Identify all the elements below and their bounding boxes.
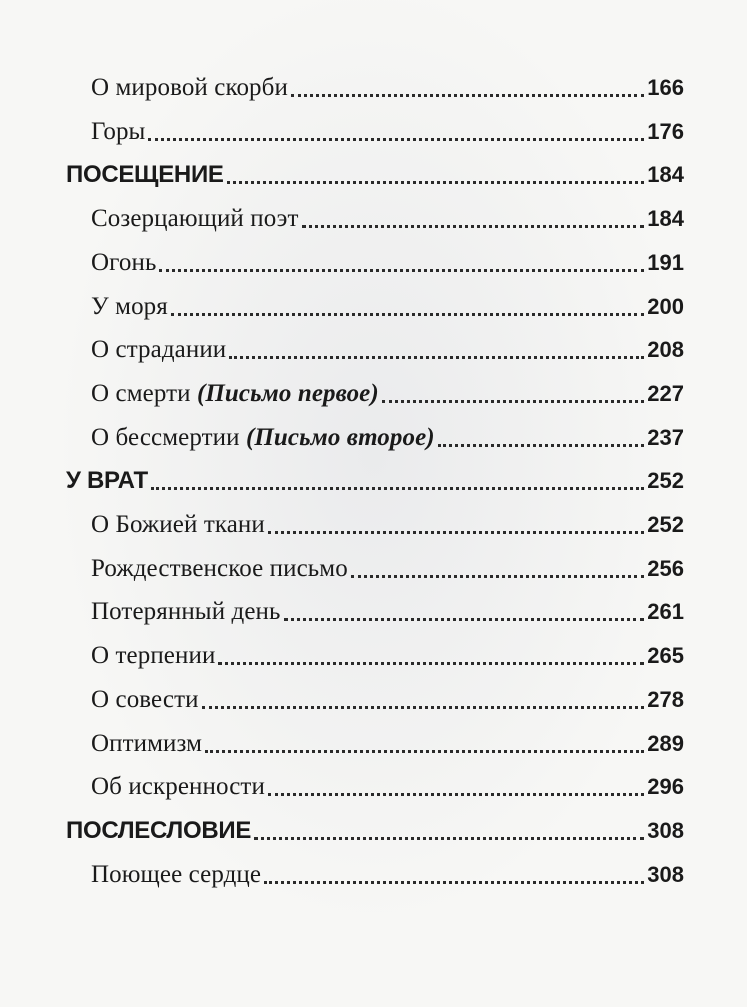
toc-entry-row bbox=[91, 849, 684, 893]
entry-title bbox=[91, 861, 261, 893]
page-number: 278 bbox=[647, 687, 684, 712]
section-title bbox=[66, 161, 224, 193]
toc-entry-row bbox=[91, 718, 684, 762]
page-number: 308 bbox=[647, 818, 684, 843]
title-text: У ВРАТ bbox=[66, 467, 148, 494]
dot-leader bbox=[151, 487, 644, 490]
dot-leader bbox=[438, 444, 645, 447]
page-number: 208 bbox=[647, 337, 684, 362]
toc-entry-row bbox=[91, 761, 684, 805]
toc-entry-row bbox=[91, 368, 684, 412]
page-number: 176 bbox=[647, 119, 684, 144]
page-number: 191 bbox=[647, 250, 684, 275]
entry-title bbox=[91, 205, 299, 237]
entry-title bbox=[91, 642, 215, 674]
section-title bbox=[66, 817, 251, 849]
dot-leader bbox=[268, 793, 644, 796]
title-text: О смерти bbox=[91, 380, 197, 407]
entry-title bbox=[91, 74, 288, 106]
toc-section-row bbox=[66, 455, 684, 499]
entry-title bbox=[91, 293, 168, 325]
toc-entry-row bbox=[91, 324, 684, 368]
page-number: 265 bbox=[647, 643, 684, 668]
entry-title bbox=[91, 249, 156, 281]
title-text: ПОСЛЕСЛОВИЕ bbox=[66, 817, 252, 844]
title-text: О страдании bbox=[91, 336, 227, 363]
entry-title bbox=[91, 598, 281, 630]
dot-leader bbox=[159, 269, 644, 272]
entry-title bbox=[91, 118, 145, 150]
dot-leader bbox=[264, 881, 644, 884]
entry-title bbox=[91, 336, 226, 368]
dot-leader bbox=[227, 181, 645, 184]
dot-leader bbox=[351, 575, 644, 578]
page-number: 252 bbox=[647, 512, 684, 537]
title-text: Поющее сердце bbox=[91, 861, 262, 888]
page-number: 261 bbox=[647, 599, 684, 624]
toc-entry-row bbox=[91, 586, 684, 630]
title-text: Оптимизм bbox=[91, 730, 203, 757]
dot-leader bbox=[218, 662, 644, 665]
toc-entry-row bbox=[91, 543, 684, 587]
dot-leader bbox=[382, 400, 644, 403]
title-text: О мировой скорби bbox=[91, 74, 288, 101]
dot-leader bbox=[268, 531, 644, 534]
page-number: 296 bbox=[647, 774, 684, 799]
dot-leader bbox=[284, 618, 645, 621]
dot-leader bbox=[171, 313, 644, 316]
toc-entry-row bbox=[91, 674, 684, 718]
section-title bbox=[66, 467, 148, 499]
toc-entry-row bbox=[91, 237, 684, 281]
page-number: 227 bbox=[647, 381, 684, 406]
dot-leader bbox=[205, 750, 644, 753]
entry-title bbox=[91, 555, 348, 587]
toc-entry-row bbox=[91, 193, 684, 237]
entry-title bbox=[91, 730, 202, 762]
entry-title bbox=[91, 773, 265, 805]
page-number: 200 bbox=[647, 294, 684, 319]
title-note: (Письмо первое) bbox=[196, 380, 379, 407]
page-number: 237 bbox=[647, 425, 684, 450]
title-text: ПОСЕЩЕНИЕ bbox=[66, 161, 224, 188]
page-number: 184 bbox=[647, 206, 684, 231]
page-number: 166 bbox=[647, 75, 684, 100]
toc-entry-row bbox=[91, 499, 684, 543]
dot-leader bbox=[291, 94, 644, 97]
dot-leader bbox=[229, 356, 644, 359]
toc-section-row bbox=[66, 805, 684, 849]
entry-title bbox=[91, 511, 265, 543]
page-number: 308 bbox=[647, 862, 684, 887]
entry-title bbox=[91, 686, 199, 718]
title-note: (Письмо второе) bbox=[245, 424, 435, 451]
title-text: Огонь bbox=[91, 249, 157, 276]
toc-section-row bbox=[66, 149, 684, 193]
title-text: О бессмертии bbox=[91, 424, 246, 451]
entry-title bbox=[91, 424, 435, 456]
page-number: 289 bbox=[647, 731, 684, 756]
title-text: Рождественское письмо bbox=[91, 555, 348, 582]
entry-title bbox=[91, 380, 379, 412]
toc-entry-row bbox=[91, 62, 684, 106]
toc-entry-row bbox=[91, 281, 684, 325]
title-text: Об искренности bbox=[91, 773, 265, 800]
dot-leader bbox=[202, 706, 645, 709]
page-number: 252 bbox=[647, 468, 684, 493]
title-text: О совести bbox=[91, 686, 199, 713]
title-text: У моря bbox=[91, 293, 168, 320]
title-text: Потерянный день bbox=[91, 598, 281, 625]
dot-leader bbox=[302, 225, 645, 228]
dot-leader bbox=[148, 138, 644, 141]
title-text: О Божией ткани bbox=[91, 511, 265, 538]
dot-leader bbox=[254, 837, 644, 840]
page-number: 256 bbox=[647, 556, 684, 581]
toc-entry-row bbox=[91, 630, 684, 674]
title-text: О терпении bbox=[91, 642, 216, 669]
title-text: Горы bbox=[91, 118, 146, 145]
toc-entry-row bbox=[91, 412, 684, 456]
title-text: Созерцающий поэт bbox=[91, 205, 299, 232]
page-number: 184 bbox=[647, 162, 684, 187]
toc-entry-row bbox=[91, 106, 684, 150]
